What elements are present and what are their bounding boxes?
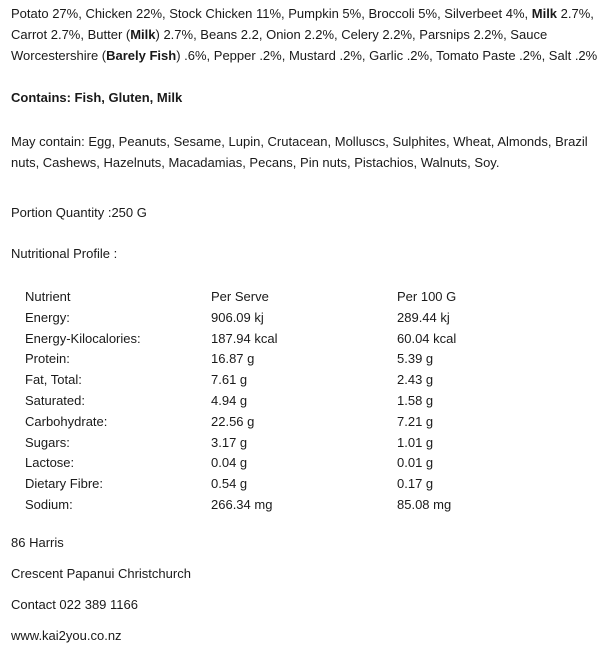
table-row [25,453,517,474]
per-100g-value: 7.21 g [397,413,434,429]
table-row [25,495,517,516]
website-link[interactable]: www.kai2you.co.nz [11,628,122,643]
nutrient-name: Energy: [25,309,70,325]
table-row [25,370,517,391]
header-per-serve: Per Serve [211,289,269,304]
nutrient-name: Sugars: [25,434,70,450]
per-100g-value: 0.17 g [397,476,434,492]
table-row [25,433,517,454]
ingredients-allergen-fish: Barely Fish [106,48,177,63]
per-serve-value: 0.54 g [211,476,248,492]
nutrition-header-row [25,287,517,308]
per-100g-value: 1.01 g [397,434,434,450]
nutrient-name: Lactose: [25,455,75,471]
per-serve-value: 266.34 mg [211,496,273,512]
nutritional-profile-title: Nutritional Profile : [11,246,118,261]
ingredients-allergen-milk: Milk [130,27,156,42]
ingredients-list [11,3,605,66]
per-serve-value: 22.56 g [211,413,255,429]
table-row [25,412,517,433]
table-row [25,391,517,412]
contact-phone: Contact 022 389 1166 [11,597,138,612]
per-serve-value: 4.94 g [211,392,248,408]
nutrient-name: Carbohydrate: [25,413,108,429]
nutrient-name: Sodium: [25,496,73,512]
per-serve-value: 906.09 kj [211,309,264,325]
ingredients-segment: ) 2.7%, Beans 2.2, Onion 2.2%, Celery 2.2%, Parsnips 2.2%, Sauce Worcestershire ( [11,27,548,63]
table-row [25,474,517,495]
table-row [25,329,517,350]
nutrient-name: Protein: [25,351,70,367]
header-per-100g: Per 100 G [397,289,457,304]
per-serve-value: 7.61 g [211,372,248,388]
contains-allergens: Contains: Fish, Gluten, Milk [11,90,183,105]
may-contain-allergens: May contain: Egg, Peanuts, Sesame, Lupin, Crutacean, Molluscs, Sulphites, Wheat, Almonds, Brazil nuts, Cashews, Hazelnuts, Macadamias, Pecans, Pin nuts, Pistachios, Walnuts, Soy. [11,134,588,170]
header-nutrient: Nutrient [25,289,71,304]
per-100g-value: 60.04 kcal [397,330,457,346]
per-serve-value: 187.94 kcal [211,330,278,346]
ingredients-segment: ) .6%, Pepper .2%, Mustard .2%, Garlic .2%, Tomato Paste .2%, Salt .2% [176,48,598,63]
ingredients-allergen-milk: Milk [531,6,558,21]
address-line-1: 86 Harris [11,535,64,550]
per-100g-value: 5.39 g [397,351,434,367]
per-100g-value: 85.08 mg [397,496,452,512]
per-100g-value: 289.44 kj [397,309,450,325]
table-row [25,349,517,370]
nutrition-table [25,287,517,516]
per-100g-value: 0.01 g [397,455,434,471]
address-line-2: Crescent Papanui Christchurch [11,566,191,581]
ingredients-segment: Potato 27%, Chicken 22%, Stock Chicken 11%, Pumpkin 5%, Broccoli 5%, Silverbeet 4%, [11,6,532,21]
per-serve-value: 3.17 g [211,434,248,450]
portion-quantity: Portion Quantity :250 G [11,205,147,220]
per-serve-value: 16.87 g [211,351,255,367]
per-100g-value: 2.43 g [397,372,434,388]
nutrient-name: Dietary Fibre: [25,476,104,492]
ingredients-segment: 2.7%, Carrot 2.7%, Butter ( [11,6,594,42]
nutrient-name: Fat, Total: [25,372,82,388]
table-row [25,308,517,329]
nutrient-name: Energy-Kilocalories: [25,330,141,346]
nutrient-name: Saturated: [25,392,85,408]
per-100g-value: 1.58 g [397,392,434,408]
per-serve-value: 0.04 g [211,455,248,471]
